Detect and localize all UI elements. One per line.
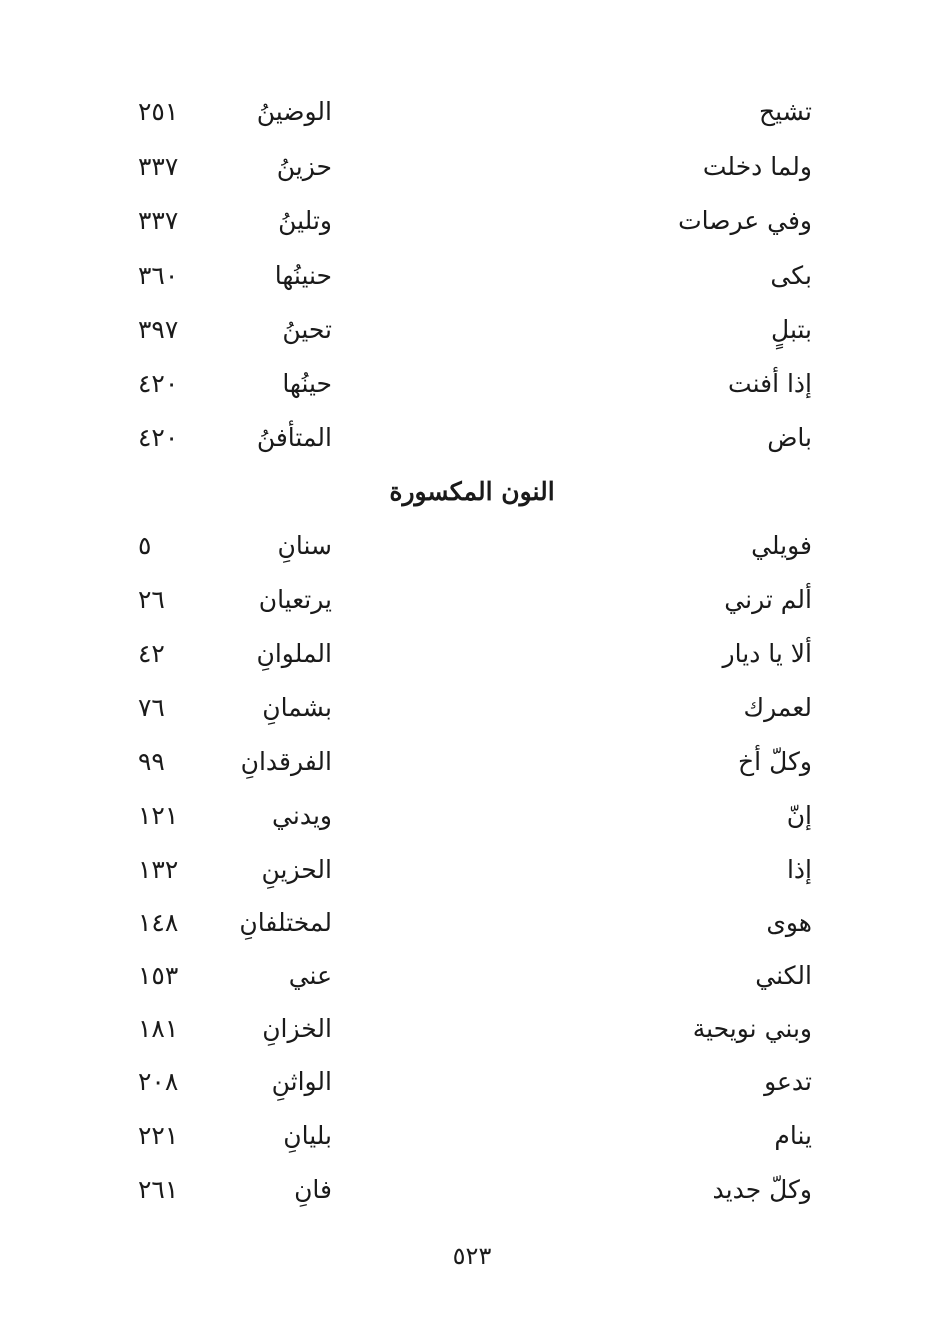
verse-opening: هوى — [766, 908, 812, 937]
list-item — [0, 1116, 944, 1156]
page-reference: ١٤٨ — [138, 908, 179, 937]
page-reference: ٣٣٧ — [138, 152, 179, 181]
list-item — [0, 688, 944, 728]
list-item — [0, 634, 944, 674]
page-reference: ١٥٣ — [138, 961, 179, 990]
verse-opening: وبني نويحية — [692, 1014, 812, 1043]
rhyme-word: سنانِ — [277, 531, 332, 560]
verse-opening: فويلي — [751, 531, 812, 560]
list-item — [0, 742, 944, 782]
list-item — [0, 956, 944, 996]
list-item — [0, 147, 944, 187]
page-number: ٥٢٣ — [452, 1242, 492, 1270]
verse-opening: ألا يا ديار — [722, 639, 812, 668]
list-item — [0, 1170, 944, 1210]
page-reference: ٩٩ — [138, 747, 165, 776]
verse-opening: وفي عرصات — [678, 206, 812, 235]
rhyme-word: تحينُ — [282, 315, 332, 344]
page-reference: ١٣٢ — [138, 855, 179, 884]
list-item — [0, 903, 944, 943]
page-reference: ٢٦١ — [138, 1175, 179, 1204]
rhyme-word: عني — [288, 961, 332, 990]
page-reference: ٧٦ — [138, 693, 165, 722]
page-reference: ٤٢٠ — [138, 369, 179, 398]
verse-opening: باض — [767, 423, 812, 452]
rhyme-word: وتلينُ — [278, 206, 332, 235]
page-reference: ٢٠٨ — [138, 1067, 179, 1096]
page-reference: ٣٣٧ — [138, 206, 179, 235]
verse-opening: إنّ — [786, 801, 812, 830]
page-reference: ٢٥١ — [138, 97, 179, 126]
list-item — [0, 256, 944, 296]
verse-opening: إذا — [786, 855, 812, 884]
page-reference: ٤٢٠ — [138, 423, 179, 452]
list-item — [0, 418, 944, 458]
verse-opening: بتبلٍ — [771, 315, 812, 344]
page-reference: ٢٦ — [138, 585, 165, 614]
verse-opening: ينام — [774, 1121, 812, 1150]
list-item — [0, 364, 944, 404]
list-item — [0, 92, 944, 132]
section-heading: النون المكسورة — [389, 477, 555, 506]
rhyme-word: حزينُ — [276, 152, 332, 181]
rhyme-word: حينُها — [282, 369, 332, 398]
rhyme-word: يرتعيان — [258, 585, 332, 614]
page-reference: ١٢١ — [138, 801, 179, 830]
rhyme-word: فانِ — [294, 1175, 332, 1204]
list-item — [0, 526, 944, 566]
list-item — [0, 580, 944, 620]
verse-opening: تشيح — [759, 97, 812, 126]
page-reference: ١٨١ — [138, 1014, 179, 1043]
page-reference: ٣٦٠ — [138, 261, 179, 290]
list-item — [0, 201, 944, 241]
page-reference: ٢٢١ — [138, 1121, 179, 1150]
list-item — [0, 1062, 944, 1102]
page-reference: ٣٩٧ — [138, 315, 179, 344]
verse-opening: وكلّ جديد — [712, 1175, 812, 1204]
verse-opening: لعمرك — [743, 693, 812, 722]
list-item — [0, 850, 944, 890]
rhyme-word: ويدني — [272, 801, 332, 830]
rhyme-word: الواثنِ — [271, 1067, 332, 1096]
verse-opening: وكلّ أخ — [738, 747, 812, 776]
rhyme-word: الخزانِ — [262, 1014, 332, 1043]
page-reference: ٤٢ — [138, 639, 165, 668]
rhyme-word: لمختلفانِ — [239, 908, 332, 937]
list-item — [0, 1009, 944, 1049]
rhyme-word: الفرقدانِ — [240, 747, 332, 776]
verse-opening: ولما دخلت — [702, 152, 812, 181]
verse-opening: ألم ترني — [724, 585, 812, 614]
rhyme-word: بشمانِ — [262, 693, 332, 722]
list-item — [0, 796, 944, 836]
rhyme-word: الحزينِ — [261, 855, 332, 884]
rhyme-word: الملوانِ — [256, 639, 332, 668]
rhyme-word: حنينُها — [274, 261, 332, 290]
rhyme-word: بليانِ — [283, 1121, 332, 1150]
page-reference: ٥ — [138, 531, 152, 560]
verse-opening: الكني — [755, 961, 812, 990]
verse-opening: تدعو — [764, 1067, 812, 1096]
rhyme-word: المتأفنُ — [256, 423, 332, 452]
list-item — [0, 310, 944, 350]
verse-opening: إذا أفنت — [728, 369, 812, 398]
verse-opening: بكى — [770, 261, 812, 290]
rhyme-word: الوضينُ — [256, 97, 332, 126]
